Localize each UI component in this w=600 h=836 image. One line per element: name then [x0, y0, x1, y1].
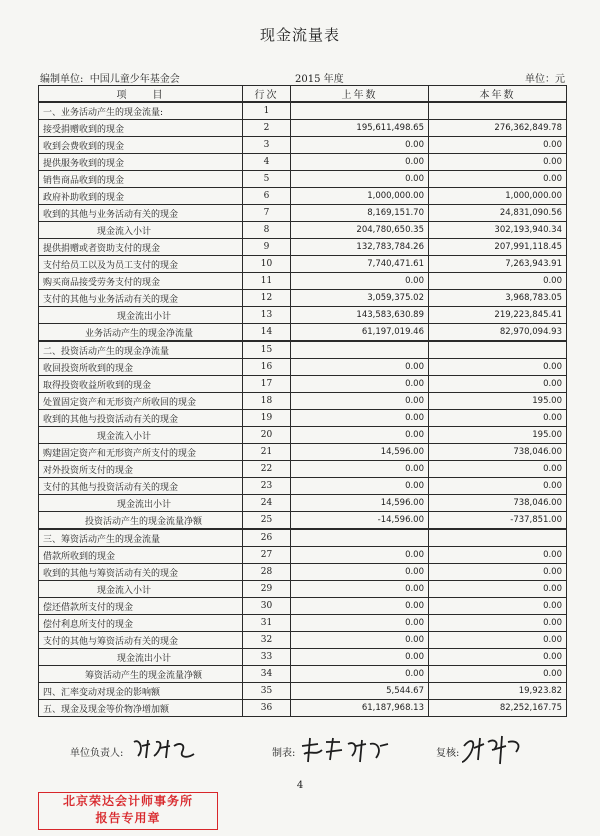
row-item-label: 取得投资收益所收到的现金 — [39, 376, 243, 393]
header-current-year: 本年数 — [429, 86, 567, 103]
row-current-year-amount: 207,991,118.45 — [429, 239, 567, 256]
row-current-year-amount: 0.00 — [429, 598, 567, 615]
table-row — [39, 188, 567, 205]
row-line-number: 22 — [243, 461, 291, 478]
row-prior-year-amount: 0.00 — [291, 410, 429, 427]
row-prior-year-amount: 0.00 — [291, 581, 429, 598]
row-prior-year-amount — [291, 102, 429, 120]
row-item-label: 支付的其他与业务活动有关的现金 — [39, 290, 243, 307]
row-item-label: 二、投资活动产生的现金净流量 — [39, 341, 243, 359]
row-current-year-amount: 0.00 — [429, 273, 567, 290]
row-current-year-amount: 24,831,090.56 — [429, 205, 567, 222]
row-current-year-amount: 0.00 — [429, 410, 567, 427]
row-prior-year-amount — [291, 529, 429, 547]
table-row — [39, 632, 567, 649]
row-line-number: 28 — [243, 564, 291, 581]
row-prior-year-amount: 0.00 — [291, 154, 429, 171]
row-prior-year-amount: 3,059,375.02 — [291, 290, 429, 307]
row-prior-year-amount: 0.00 — [291, 137, 429, 154]
table-row — [39, 102, 567, 120]
row-item-label: 偿付利息所支付的现金 — [39, 615, 243, 632]
row-current-year-amount: 0.00 — [429, 359, 567, 376]
table-row — [39, 376, 567, 393]
row-line-number: 8 — [243, 222, 291, 239]
row-line-number: 34 — [243, 666, 291, 683]
row-line-number: 5 — [243, 171, 291, 188]
report-year: 2015 年度 — [295, 74, 344, 85]
table-row — [39, 256, 567, 273]
row-item-label: 处置固定资产和无形资产所收回的现金 — [39, 393, 243, 410]
row-prior-year-amount: 0.00 — [291, 615, 429, 632]
row-item-label: 提供服务收到的现金 — [39, 154, 243, 171]
row-prior-year-amount: 143,583,630.89 — [291, 307, 429, 324]
row-current-year-amount: 219,223,845.41 — [429, 307, 567, 324]
table-row — [39, 137, 567, 154]
table-row — [39, 427, 567, 444]
row-line-number: 7 — [243, 205, 291, 222]
row-line-number: 33 — [243, 649, 291, 666]
row-current-year-amount: 0.00 — [429, 461, 567, 478]
row-line-number: 27 — [243, 547, 291, 564]
row-item-label: 借款所收到的现金 — [39, 547, 243, 564]
row-prior-year-amount: 195,611,498.65 — [291, 120, 429, 137]
row-line-number: 17 — [243, 376, 291, 393]
row-current-year-amount: -737,851.00 — [429, 512, 567, 530]
table-row — [39, 154, 567, 171]
reviewer-signature — [460, 734, 530, 766]
table-row — [39, 495, 567, 512]
row-item-label: 政府补助收到的现金 — [39, 188, 243, 205]
table-row — [39, 120, 567, 137]
row-current-year-amount — [429, 341, 567, 359]
row-line-number: 15 — [243, 341, 291, 359]
row-line-number: 21 — [243, 444, 291, 461]
table-row — [39, 290, 567, 307]
row-prior-year-amount: 0.00 — [291, 564, 429, 581]
row-item-label: 五、现金及现金等价物净增加额 — [39, 700, 243, 717]
row-item-label: 收到的其他与投资活动有关的现金 — [39, 410, 243, 427]
row-line-number: 3 — [243, 137, 291, 154]
row-item-label: 筹资活动产生的现金流量净额 — [39, 666, 243, 683]
row-line-number: 16 — [243, 359, 291, 376]
table-row — [39, 222, 567, 239]
report-stamp — [38, 792, 218, 830]
header-line-no: 行次 — [243, 86, 291, 103]
row-line-number: 36 — [243, 700, 291, 717]
row-current-year-amount: 3,968,783.05 — [429, 290, 567, 307]
row-line-number: 24 — [243, 495, 291, 512]
table-row — [39, 205, 567, 222]
page-number: 4 — [296, 780, 304, 791]
row-item-label: 收到的其他与业务活动有关的现金 — [39, 205, 243, 222]
table-row — [39, 478, 567, 495]
row-prior-year-amount: 0.00 — [291, 393, 429, 410]
document-meta — [40, 70, 565, 84]
row-current-year-amount: 0.00 — [429, 564, 567, 581]
row-item-label: 收到的其他与筹资活动有关的现金 — [39, 564, 243, 581]
row-line-number: 9 — [243, 239, 291, 256]
row-line-number: 32 — [243, 632, 291, 649]
preparer-signature — [300, 736, 390, 766]
table-row — [39, 324, 567, 342]
row-line-number: 12 — [243, 290, 291, 307]
table-row — [39, 171, 567, 188]
row-item-label: 四、汇率变动对现金的影响额 — [39, 683, 243, 700]
row-line-number: 19 — [243, 410, 291, 427]
row-current-year-amount: 0.00 — [429, 478, 567, 495]
row-item-label: 投资活动产生的现金流量净额 — [39, 512, 243, 530]
currency-unit: 单位：元 — [525, 74, 565, 85]
row-prior-year-amount: 1,000,000.00 — [291, 188, 429, 205]
org-line — [40, 70, 180, 85]
row-item-label: 对外投资所支付的现金 — [39, 461, 243, 478]
row-line-number: 35 — [243, 683, 291, 700]
row-line-number: 25 — [243, 512, 291, 530]
row-prior-year-amount: 7,740,471.61 — [291, 256, 429, 273]
table-row — [39, 393, 567, 410]
row-item-label: 现金流入小计 — [39, 427, 243, 444]
row-prior-year-amount: 61,187,968.13 — [291, 700, 429, 717]
row-item-label: 接受捐赠收到的现金 — [39, 120, 243, 137]
row-current-year-amount: 0.00 — [429, 137, 567, 154]
table-header-row — [39, 86, 567, 103]
document-title: 现金流量表 — [259, 26, 340, 44]
table-body — [39, 102, 567, 717]
table-row — [39, 341, 567, 359]
row-line-number: 20 — [243, 427, 291, 444]
table-row — [39, 666, 567, 683]
row-item-label: 购买商品接受劳务支付的现金 — [39, 273, 243, 290]
row-line-number: 11 — [243, 273, 291, 290]
table-row — [39, 273, 567, 290]
row-item-label: 收回投资所收到的现金 — [39, 359, 243, 376]
row-prior-year-amount: 0.00 — [291, 461, 429, 478]
table-row — [39, 461, 567, 478]
table-row — [39, 581, 567, 598]
row-current-year-amount: 0.00 — [429, 547, 567, 564]
row-prior-year-amount: 0.00 — [291, 359, 429, 376]
row-current-year-amount: 82,970,094.93 — [429, 324, 567, 342]
row-line-number: 29 — [243, 581, 291, 598]
row-prior-year-amount: 204,780,650.35 — [291, 222, 429, 239]
row-line-number: 26 — [243, 529, 291, 547]
table-row — [39, 649, 567, 666]
table-row — [39, 700, 567, 717]
row-item-label: 现金流入小计 — [39, 222, 243, 239]
row-current-year-amount: 19,923.82 — [429, 683, 567, 700]
table-row — [39, 683, 567, 700]
row-item-label: 收到会费收到的现金 — [39, 137, 243, 154]
row-current-year-amount — [429, 529, 567, 547]
row-current-year-amount: 82,252,167.75 — [429, 700, 567, 717]
row-item-label: 支付的其他与投资活动有关的现金 — [39, 478, 243, 495]
unit-head-label: 单位负责人: — [70, 748, 124, 759]
row-item-label: 支付给员工以及为员工支付的现金 — [39, 256, 243, 273]
row-item-label: 现金流出小计 — [39, 307, 243, 324]
row-current-year-amount: 1,000,000.00 — [429, 188, 567, 205]
row-current-year-amount: 0.00 — [429, 649, 567, 666]
row-current-year-amount: 0.00 — [429, 376, 567, 393]
row-current-year-amount: 0.00 — [429, 171, 567, 188]
row-line-number: 23 — [243, 478, 291, 495]
row-prior-year-amount: 14,596.00 — [291, 495, 429, 512]
table-row — [39, 359, 567, 376]
row-line-number: 30 — [243, 598, 291, 615]
table-row — [39, 239, 567, 256]
row-item-label: 三、筹资活动产生的现金流量 — [39, 529, 243, 547]
table-row — [39, 410, 567, 427]
row-current-year-amount: 0.00 — [429, 615, 567, 632]
row-current-year-amount: 0.00 — [429, 632, 567, 649]
row-current-year-amount: 738,046.00 — [429, 495, 567, 512]
row-item-label: 提供捐赠或者资助支付的现金 — [39, 239, 243, 256]
row-current-year-amount: 302,193,940.34 — [429, 222, 567, 239]
row-item-label: 现金流出小计 — [39, 495, 243, 512]
table-row — [39, 307, 567, 324]
row-current-year-amount: 0.00 — [429, 581, 567, 598]
header-prior-year: 上年数 — [291, 86, 429, 103]
row-item-label: 现金流出小计 — [39, 649, 243, 666]
row-current-year-amount — [429, 102, 567, 120]
row-prior-year-amount — [291, 341, 429, 359]
org-name: 中国儿童少年基金会 — [89, 74, 180, 85]
row-prior-year-amount: 14,596.00 — [291, 444, 429, 461]
row-item-label: 现金流入小计 — [39, 581, 243, 598]
row-prior-year-amount: 8,169,151.70 — [291, 205, 429, 222]
row-current-year-amount: 738,046.00 — [429, 444, 567, 461]
stamp-line-2: 报告专用章 — [95, 811, 161, 825]
cash-flow-table — [38, 85, 567, 717]
row-line-number: 1 — [243, 102, 291, 120]
row-current-year-amount: 0.00 — [429, 666, 567, 683]
row-line-number: 2 — [243, 120, 291, 137]
table-row — [39, 444, 567, 461]
row-line-number: 13 — [243, 307, 291, 324]
row-item-label: 一、业务活动产生的现金流量: — [39, 102, 243, 120]
table-row — [39, 598, 567, 615]
row-current-year-amount: 276,362,849.78 — [429, 120, 567, 137]
stamp-line-1: 北京荣达会计师事务所 — [62, 794, 193, 808]
reviewer-label: 复核: — [436, 748, 460, 759]
row-current-year-amount: 195.00 — [429, 393, 567, 410]
table-row — [39, 529, 567, 547]
row-prior-year-amount: 0.00 — [291, 478, 429, 495]
table-row — [39, 512, 567, 530]
row-item-label: 业务活动产生的现金净流量 — [39, 324, 243, 342]
row-prior-year-amount: 0.00 — [291, 547, 429, 564]
table-row — [39, 615, 567, 632]
row-prior-year-amount: -14,596.00 — [291, 512, 429, 530]
row-line-number: 4 — [243, 154, 291, 171]
row-prior-year-amount: 0.00 — [291, 427, 429, 444]
row-line-number: 31 — [243, 615, 291, 632]
row-prior-year-amount: 0.00 — [291, 273, 429, 290]
row-prior-year-amount: 5,544.67 — [291, 683, 429, 700]
row-item-label: 支付的其他与筹资活动有关的现金 — [39, 632, 243, 649]
row-prior-year-amount: 0.00 — [291, 376, 429, 393]
org-label: 编制单位: — [40, 74, 84, 85]
preparer-label: 制表: — [272, 748, 296, 759]
row-prior-year-amount: 0.00 — [291, 666, 429, 683]
row-prior-year-amount: 61,197,019.46 — [291, 324, 429, 342]
row-prior-year-amount: 0.00 — [291, 598, 429, 615]
row-line-number: 14 — [243, 324, 291, 342]
row-prior-year-amount: 0.00 — [291, 632, 429, 649]
header-item: 项 目 — [39, 86, 243, 103]
row-current-year-amount: 0.00 — [429, 154, 567, 171]
row-prior-year-amount: 0.00 — [291, 649, 429, 666]
table-row — [39, 564, 567, 581]
row-current-year-amount: 195.00 — [429, 427, 567, 444]
row-prior-year-amount: 0.00 — [291, 171, 429, 188]
row-prior-year-amount: 132,783,784.26 — [291, 239, 429, 256]
row-line-number: 10 — [243, 256, 291, 273]
row-current-year-amount: 7,263,943.91 — [429, 256, 567, 273]
table-row — [39, 547, 567, 564]
row-item-label: 购建固定资产和无形资产所支付的现金 — [39, 444, 243, 461]
row-item-label: 销售商品收到的现金 — [39, 171, 243, 188]
row-line-number: 18 — [243, 393, 291, 410]
unit-head-signature — [130, 736, 200, 762]
row-line-number: 6 — [243, 188, 291, 205]
row-item-label: 偿还借款所支付的现金 — [39, 598, 243, 615]
